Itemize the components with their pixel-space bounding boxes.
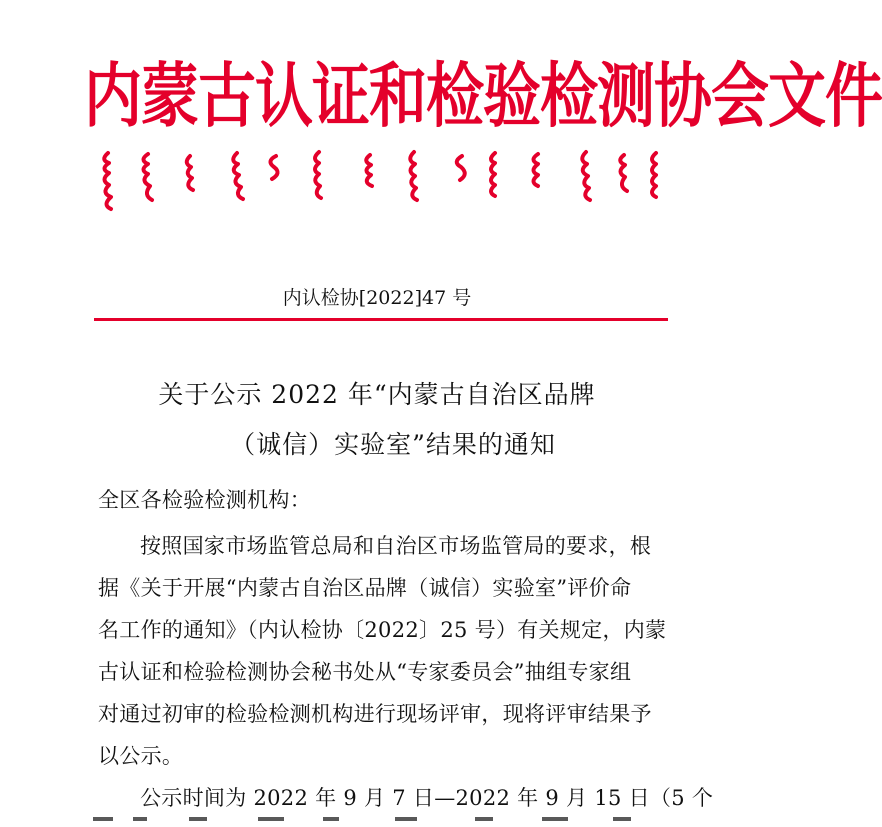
red-divider	[94, 318, 668, 321]
cropped-next-line	[93, 817, 653, 827]
body-paragraph-line: 对通过初审的检验检测机构进行现场评审，现将评审结果予	[98, 702, 652, 726]
body-paragraph-line: 古认证和检验检测协会秘书处从“专家委员会”抽组专家组	[98, 660, 632, 684]
org-header-title: 内蒙古认证和检验检测协会文件	[84, 55, 882, 137]
body-paragraph-line: 按照国家市场监管总局和自治区市场监管局的要求，根	[140, 534, 652, 558]
body-paragraph-line: 公示时间为 2022 年 9 月 7 日—2022 年 9 月 15 日（5 个	[140, 786, 714, 810]
body-paragraph-line: 名工作的通知》（内认检协〔2022〕25 号）有关规定，内蒙	[98, 618, 667, 642]
body-paragraph-line: 以公示。	[98, 744, 184, 768]
salutation: 全区各检验检测机构：	[98, 488, 311, 512]
document-number: 内认检协[2022]47 号	[282, 287, 472, 309]
body-paragraph-line: 据《关于开展“内蒙古自治区品牌（诚信）实验室”评价命	[98, 576, 632, 600]
mongolian-script-line-icon	[88, 146, 670, 216]
document-title-line-1: 关于公示 2022 年“内蒙古自治区品牌	[158, 380, 596, 409]
document-title-line-2: （诚信）实验室”结果的通知	[230, 430, 556, 459]
